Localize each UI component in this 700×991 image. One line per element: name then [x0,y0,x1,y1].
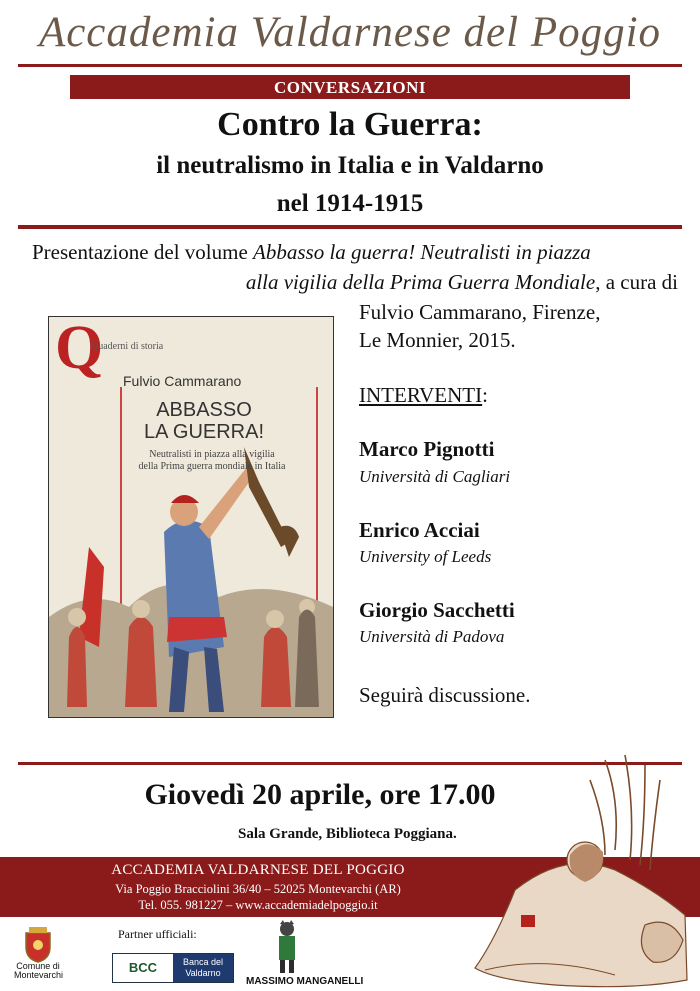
manganelli-figure-icon [274,920,300,974]
bcc-logo [112,953,234,983]
bcc-logo-name-line1: Banca del [182,957,224,967]
event-subtitle-line2: nel 1914-1915 [276,190,424,217]
footer-address: Via Poggio Bracciolini 36/40 – 52025 Montevarchi (AR) [115,882,401,896]
comune-label [14,962,62,980]
partners-label: Partner ufficiali: [118,927,197,941]
manganelli-label: MASSIMO MANGANELLI [246,976,364,987]
event-subtitle-line1: il neutralismo in Italia e in Valdarno [156,152,544,179]
event-date: Giovedì 20 aprile, ore 17.00 [144,778,496,811]
speaker-name: Giorgio Sacchetti [359,598,515,622]
presentation-line1 [32,240,591,265]
river-god-illustration [455,740,695,991]
speaker-affiliation: Università di Padova [359,627,505,646]
top-divider [18,64,682,67]
interventi-heading [359,383,488,408]
book-cover-title [129,399,279,443]
book-cover-subtitle-line1: Neutralisti in piazza alla vigilia [149,449,275,460]
interventi-colon: : [482,383,488,407]
bcc-logo-name-line2: Valdarno [185,968,221,978]
speaker-affiliation: Università di Cagliari [359,467,511,486]
book-cover [48,316,334,718]
interventi-label: INTERVENTI [359,383,483,407]
book-author: Fulvio Cammarano [123,373,242,389]
footer-contact: Tel. 055. 981227 – www.accademiadelpoggio.it [138,898,378,912]
book-title-part2: alla vigilia della Prima Guerra Mondiale [245,270,596,294]
event-venue: Sala Grande, Biblioteca Poggiana. [238,826,457,842]
publisher-line: Le Monnier, 2015. [359,328,516,352]
closing-note: Seguirà discussione. [359,683,531,707]
event-title: Contro la Guerra: [217,106,483,143]
section-banner: CONVERSAZIONI [70,75,630,99]
academy-title: Accademia Valdarnese del Poggio [38,9,662,56]
book-cover-subtitle-line2: della Prima guerra mondiale in Italia [138,461,286,472]
presentation-line2 [246,270,678,295]
book-cover-title-line2: LA GUERRA! [143,421,265,443]
speaker-name: Marco Pignotti [359,437,495,461]
title-divider [18,225,682,229]
book-series-name: Quaderni di storia [91,341,164,352]
book-series-letter: Q [55,316,104,382]
curated-suffix: , a cura di [595,270,678,294]
book-cover-subtitle [117,449,307,473]
bcc-logo-mark: BCC [128,960,158,975]
book-title-part1: Abbasso la guerra! Neutralisti in piazza [253,240,591,264]
footer-academy-name: ACCADEMIA VALDARNESE DEL POGGIO [111,862,405,878]
comune-crest-icon [22,927,54,963]
speaker-name: Enrico Acciai [359,518,480,542]
presentation-intro: Presentazione del volume [32,240,254,264]
comune-label-line1: Comune di [16,961,60,971]
book-cover-title-line1: ABBASSO [156,399,252,421]
comune-label-line2: Montevarchi [14,970,64,980]
editor-line: Fulvio Cammarano, Firenze, [359,300,601,324]
bcc-logo-name [173,954,233,982]
speaker-affiliation: University of Leeds [359,547,492,566]
